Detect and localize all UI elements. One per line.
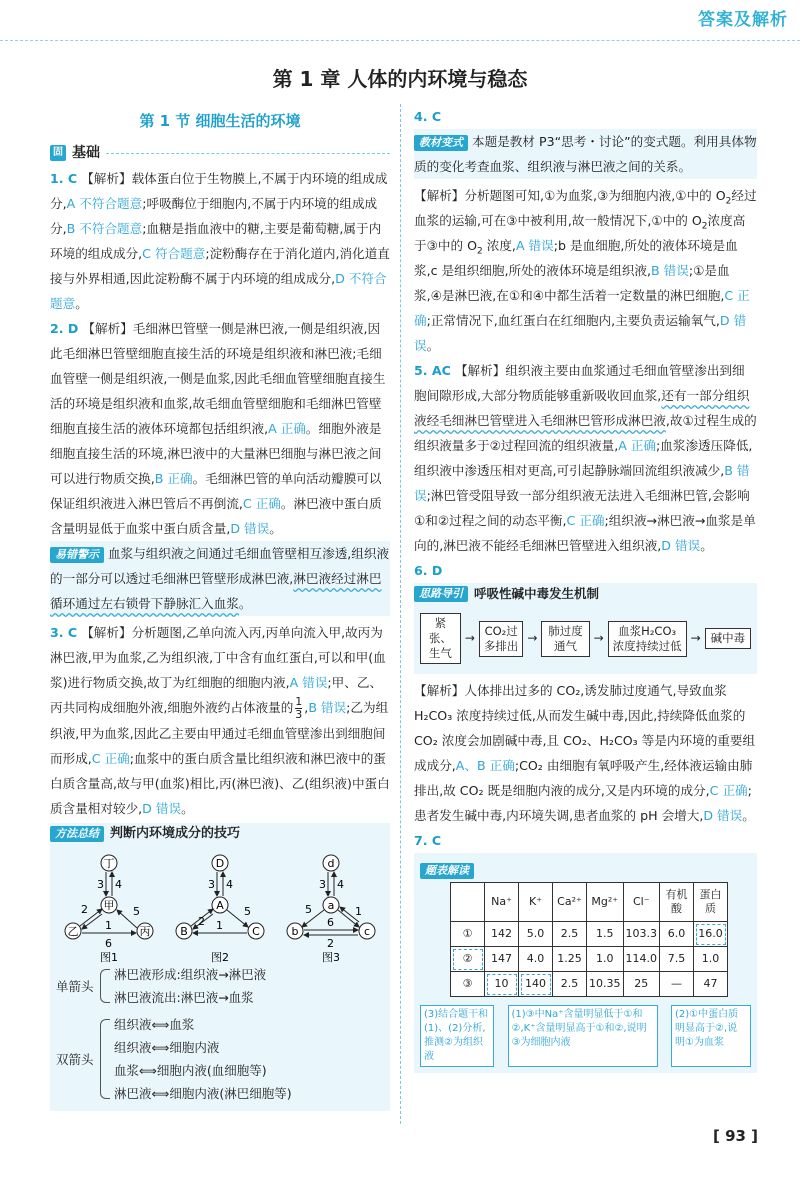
svg-text:1: 1 [105, 919, 113, 932]
ion-table [450, 882, 728, 997]
svg-text:3: 3 [318, 878, 326, 891]
header-tag: 答案及解析 [698, 10, 788, 30]
answer-6: 【解析】人体排出过多的 CO₂,诱发肺过度通气,导致血浆 H₂CO₃ 浓度持续过低,从而发生碱中毒,因此,持续降低血浆的 CO₂ 浓度会加剧碱中毒,且 CO₂、H₂CO₃ 等是内环境的重要组成成分,A、B 正确;CO₂ 由细胞有氧呼吸产生,经体液运输由肺排出,故 CO₂ 既是细胞内液的成分,又是内环境的成分,C 正确;患者发生碱中毒,内环境失调,患者血浆的 pH 会增大,D 错误。 [414, 683, 756, 823]
svg-text:1: 1 [215, 919, 223, 932]
double-arrow-rules: 双箭头 组织液⟺血浆 组织液⟺细胞内液 血浆⟺细胞内液(血细胞等) 淋巴液⟺细胞内液(淋巴细胞等) [56, 1017, 292, 1101]
warning-tag: 易错警示 [50, 547, 104, 563]
answer-4: 【解析】分析题图可知,①为血浆,③为细胞内液,①中的 $O_2$经过血浆的运输,可在③中被利用,故一般情况下,①中的 $O_2$浓度高于③中的 $O_2$ 浓度,A 错误;b 是血细胞,所处的液体环境是血浆,c 是组织细胞,所处的液体环境是组织液,B 错误;①是血浆,④是淋巴液,在①和④中都生活着一定数量的淋巴细胞,C 正确;正常情况下,血红蛋白在红细胞内,主要负责运输氧气,D 错误。 [414, 188, 757, 353]
flow-step: 碱中毒 [705, 628, 751, 649]
svg-text:2: 2 [81, 903, 89, 916]
figure-2 [172, 851, 268, 963]
flow-arrow-icon: → [593, 631, 604, 645]
answer-7-number: 7. C [414, 833, 442, 848]
svg-text:图1: 图1 [100, 951, 119, 963]
textbook-variant-box: 教材变式 本题是教材 P3“思考・讨论”的变式题。利用具体物质的变化考查血浆、组织液与淋巴液之间的关系。 [414, 129, 757, 179]
svg-text:图3: 图3 [321, 951, 340, 963]
flow-step: 肺过度通气 [541, 621, 589, 657]
note-2: (2)①中蛋白质明显高于②,说明①为血浆 [671, 1005, 751, 1067]
figure-1 [61, 851, 157, 963]
alkalosis-flowchart [414, 605, 757, 674]
svg-text:a: a [327, 899, 335, 912]
svg-text:c: c [363, 925, 370, 938]
method-summary-box [50, 823, 390, 1111]
thinking-guide-tag: 思路导引 [414, 586, 468, 602]
svg-text:b: b [291, 925, 299, 938]
flow-step: 紧张、生气 [420, 613, 461, 664]
chapter-title: 第 1 章 人体的内环境与稳态 [272, 67, 528, 91]
svg-text:3: 3 [207, 878, 215, 891]
thinking-guide-head [414, 583, 757, 605]
flow-arrow-icon: → [527, 631, 538, 645]
svg-text:A: A [216, 899, 224, 912]
answer-1: 1. C 【解析】载体蛋白位于生物膜上,不属于内环境的组成成分,A 不符合题意;呼吸酶位于细胞内,不属于内环境的组成成分,B 不符合题意;血糖是指血液中的糖,主要是葡萄糖,属于内环境的组成成分,C 符合题意;淀粉酶存在于消化道内,消化道直接与外界相通,因此淀粉酶不属于内环境的组成成分,D 不符合题意。 [50, 171, 390, 311]
figure-3 [283, 851, 379, 963]
answer-5: 5. AC 【解析】组织液主要由血浆通过毛细血管壁渗出到细胞间隙形成,大部分物质能够重新吸收回血浆,还有一部分组织液经毛细淋巴管壁进入毛细淋巴管形成淋巴液,故①过程生成的组织液量多于②过程回流的组织液量,A 正确;血浆渗透压降低,组织液中渗透压相对更高,可引起静脉端回流组织液减少,B 错误;淋巴管受阻导致一部分组织液无法进入毛细淋巴管,会影响①和②过程之间的动态平衡,C 正确;组织液→淋巴液→血浆是单向的,淋巴液不能经毛细淋巴管壁进入组织液,D 错误。 [414, 363, 757, 553]
svg-text:2: 2 [326, 937, 334, 950]
section-title: 第 1 节 细胞生活的环境 [139, 112, 301, 130]
column-divider [400, 104, 401, 1124]
svg-text:D: D [215, 857, 225, 870]
jichu-label: 基础 [72, 145, 100, 161]
svg-text:甲: 甲 [103, 899, 115, 912]
table-notes [420, 1005, 751, 1067]
answer-3: 3. C 【解析】分析题图,乙单向流入丙,丙单向流入甲,故丙为淋巴液,甲为血浆,乙为组织液,丁中含有血红蛋白,可以和甲(血浆)进行物质交换,故丁为红细胞的细胞内液,A 错误;甲、乙、丙共同构成细胞外液,细胞外液约占体液量的 $\frac{1}{3}$ ,B 错误;乙为组织液,甲为血浆,因此乙主要由甲通过毛细血管壁渗出到细胞间而形成,C 正确;血浆中的蛋白质含量比组织液和淋巴液中的蛋白质含量高,故与甲(血浆)相比,丙(淋巴液)、乙(组织液)中蛋白质含量相对较少,D 错误。 [50, 625, 390, 816]
flow-arrow-icon: → [464, 631, 475, 645]
table-row: ③ 10 140 2.5 10.35 25 — 47 [451, 972, 728, 997]
method-tag: 方法总结 [50, 826, 104, 842]
svg-text:4: 4 [336, 878, 344, 891]
table-header-row: Na⁺ K⁺ Ca²⁺ Mg²⁺ Cl⁻ 有机酸 蛋白质 [451, 883, 728, 922]
method-title: 判断内环境成分的技巧 [110, 826, 241, 841]
right-column [414, 104, 757, 1073]
warning-box: 易错警示 血浆与组织液之间通过毛细血管壁相互渗透,组织液的一部分可以透过毛细淋巴管壁形成淋巴液,淋巴液经过淋巴循环通过左右锁骨下静脉汇入血浆。 [50, 541, 390, 616]
svg-text:4: 4 [225, 878, 233, 891]
table-row: ① 142 5.0 2.5 1.5 103.3 6.0 16.0 [451, 922, 728, 947]
svg-text:2: 2 [197, 915, 205, 928]
jichu-icon: 固 [50, 145, 66, 161]
note-3: (3)结合题干和(1)、(2)分析,推测②为组织液 [420, 1005, 494, 1067]
svg-text:d: d [327, 857, 335, 870]
flow-step: 血浆H₂CO₃浓度持续过低 [608, 621, 687, 657]
svg-text:丙: 丙 [139, 925, 151, 938]
svg-text:乙: 乙 [67, 925, 79, 938]
svg-text:图2: 图2 [210, 951, 229, 963]
jichu-heading [50, 140, 390, 166]
jichu-rule [106, 153, 390, 154]
svg-text:5: 5 [243, 905, 251, 918]
answer-6-number: 6. D [414, 563, 443, 578]
svg-text:1: 1 [354, 905, 362, 918]
flow-step: CO₂过多排出 [479, 621, 523, 657]
svg-text:丁: 丁 [103, 857, 115, 870]
single-arrow-rules: 单箭头 淋巴液形成:组织液→淋巴液 淋巴液流出:淋巴液→血浆 [56, 967, 267, 1005]
svg-text:6: 6 [326, 916, 334, 929]
note-1: (1)③中Na⁺含量明显低于①和②,K⁺含量明显高于①和②,说明③为细胞内液 [508, 1005, 658, 1067]
flow-arrow-icon: → [690, 631, 701, 645]
svg-text:C: C [252, 925, 260, 938]
svg-text:5: 5 [133, 905, 141, 918]
svg-text:5: 5 [304, 903, 312, 916]
answer-2: 2. D 【解析】毛细淋巴管壁一侧是淋巴液,一侧是组织液,因此毛细淋巴管壁细胞直接生活的环境是组织液和淋巴液;毛细血管壁一侧是组织液,一侧是血浆,因此毛细血管壁细胞直接生活的环境是组织液和血浆,故毛细血管壁细胞和毛细淋巴管壁细胞直接生活的液体环境都包括组织液,A 正确。细胞外液是细胞直接生活的环境,淋巴液中的大量淋巴细胞与淋巴液之间可以进行物质交换,B 正确。毛细淋巴管的单向活动瓣膜可以保证组织液进入淋巴管后不再倒流,C 正确。淋巴液中蛋白质含量明显低于血浆中蛋白质含量,D 错误。 [50, 321, 386, 536]
thinking-guide-title: 呼吸性碱中毒发生机制 [474, 586, 600, 601]
diagram-row [50, 845, 390, 963]
svg-text:B: B [180, 925, 188, 938]
table-reading-tag: 题表解读 [420, 863, 474, 879]
table-reading-box [414, 853, 757, 1073]
left-column [50, 104, 390, 1111]
table-row: ② 147 4.0 1.25 1.0 114.0 7.5 1.0 [451, 947, 728, 972]
textbook-variant-tag: 教材变式 [414, 135, 468, 151]
page-number: [ 93 ] [713, 1127, 759, 1145]
svg-text:4: 4 [115, 878, 123, 891]
answer-4-number: 4. C [414, 109, 442, 124]
header-divider [0, 40, 800, 41]
svg-text:3: 3 [97, 878, 105, 891]
svg-text:6: 6 [105, 937, 113, 950]
